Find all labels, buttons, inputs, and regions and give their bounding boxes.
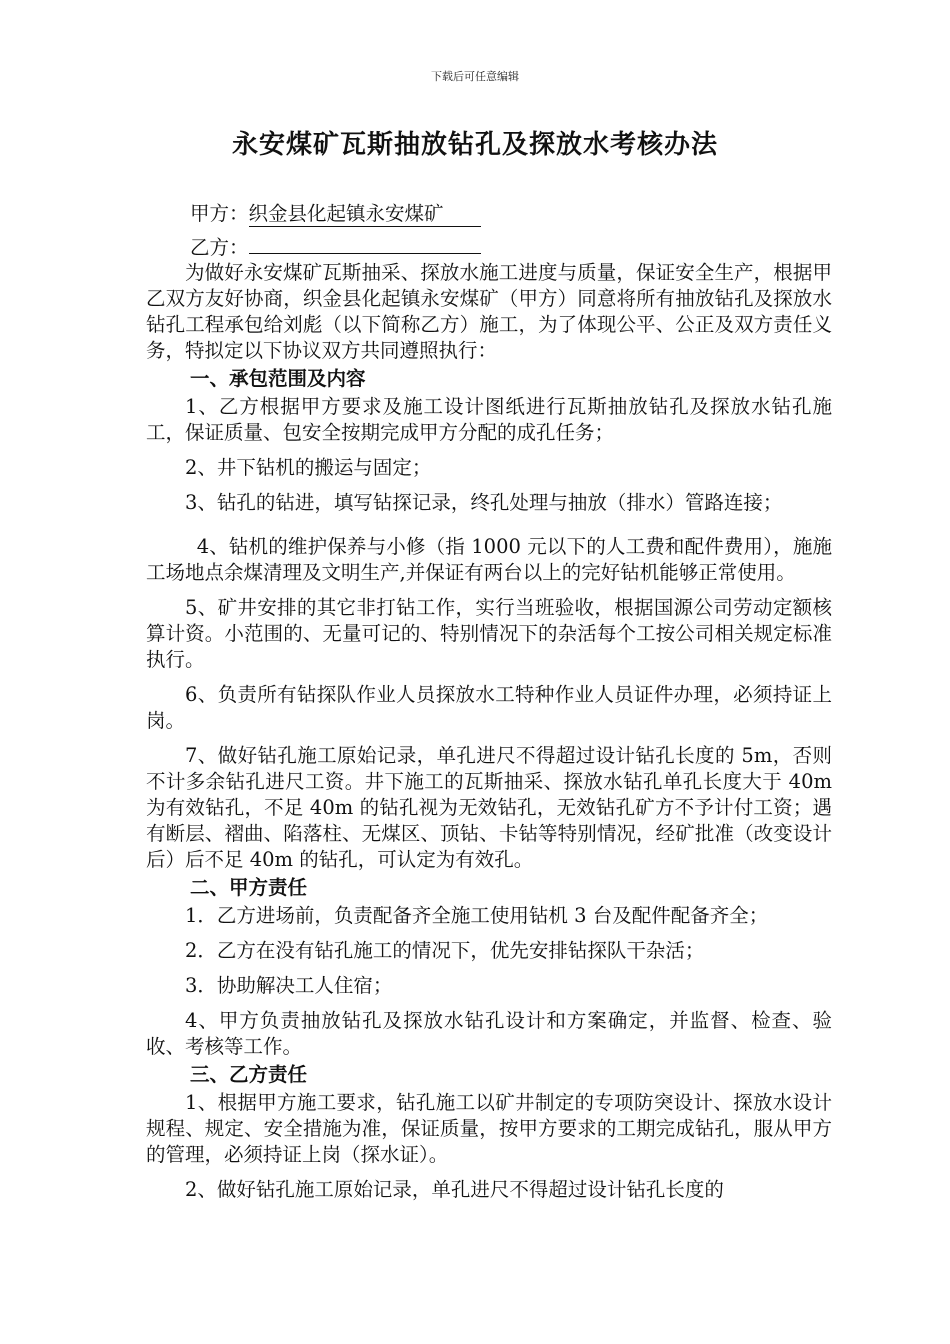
intro-paragraph: 为做好永安煤矿瓦斯抽采、探放水施工进度与质量，保证安全生产，根据甲乙双方友好协商，织金县化起镇永安煤矿（甲方）同意将所有抽放钻孔及探放水钻孔工程承包给刘彪（以下简称乙方）施工，为了体现公平、公正及双方责任义务，特拟定以下协议双方共同遵照执行：: [146, 261, 832, 362]
section-1-item-5: 5、矿井安排的其它非打钻工作，实行当班验收，根据国源公司劳动定额核算计资。小范围的、无量可记的、特别情况下的杂活每个工按公司相关规定标准执行。: [146, 596, 832, 671]
section-1-item-3: 3、钻孔的钻进，填写钻探记录，终孔处理与抽放（排水）管路连接；: [185, 491, 783, 514]
party-a-label: 甲方：: [190, 202, 249, 225]
document-title: 永安煤矿瓦斯抽放钻孔及探放水考核办法: [231, 130, 718, 160]
section-heading-2: 二、甲方责任: [190, 876, 308, 899]
section-2-item-4: 4、甲方负责抽放钻孔及探放水钻孔设计和方案确定，并监督、检查、验收、考核等工作。: [146, 1009, 832, 1058]
party-b-label: 乙方：: [190, 236, 249, 259]
party-a-line: [146, 198, 832, 229]
document-body: [146, 198, 832, 1203]
section-2-item-3: 3．协助解决工人住宿；: [185, 974, 393, 997]
header-note: 下载后可任意编辑: [431, 70, 519, 83]
section-heading-1: 一、承包范围及内容: [190, 367, 366, 390]
section-1-item-6: 6、负责所有钻探队作业人员探放水工特种作业人员证件办理，必须持证上岗。: [146, 683, 832, 732]
section-3-item-2: 2、做好钻孔施工原始记录，单孔进尺不得超过设计钻孔长度的: [185, 1178, 724, 1201]
section-2-item-2: 2．乙方在没有钻孔施工的情况下，优先安排钻探队干杂活；: [185, 939, 705, 962]
party-b-value: [249, 229, 481, 254]
section-heading-3: 三、乙方责任: [190, 1063, 308, 1086]
section-1-item-7: 7、做好钻孔施工原始记录，单孔进尺不得超过设计钻孔长度的 5m，否则不计多余钻孔进尺工资。井下施工的瓦斯抽采、探放水钻孔单孔长度大于 40m 为有效钻孔，不足 40m 的钻孔视为无效钻孔，无效钻孔矿方不予计付工资；遇有断层、褶曲、陷落柱、无煤区、顶钻、卡钻等特别情况，经矿批准（改变设计后）后不足 40m 的钻孔，可认定为有效孔。: [146, 744, 832, 871]
section-1-item-4: 4、钻机的维护保养与小修（指 1000 元以下的人工费和配件费用），施施工场地点余煤清理及文明生产,并保证有两台以上的完好钻机能够正常使用。: [146, 535, 832, 584]
party-a-value: 织金县化起镇永安煤矿: [249, 202, 481, 227]
section-1-item-2: 2、井下钻机的搬运与固定；: [185, 456, 432, 479]
section-2-item-1: 1．乙方进场前，负责配备齐全施工使用钻机 3 台及配件配备齐全；: [185, 904, 769, 927]
section-1-item-1: 1、乙方根据甲方要求及施工设计图纸进行瓦斯抽放钻孔及探放水钻孔施工，保证质量、包安全按期完成甲方分配的成孔任务；: [146, 395, 832, 444]
section-3-item-1: 1、根据甲方施工要求，钻孔施工以矿井制定的专项防突设计、探放水设计规程、规定、安全措施为准，保证质量，按甲方要求的工期完成钻孔，服从甲方的管理，必须持证上岗（探水证）。: [146, 1091, 832, 1166]
party-b-line: [146, 229, 832, 260]
